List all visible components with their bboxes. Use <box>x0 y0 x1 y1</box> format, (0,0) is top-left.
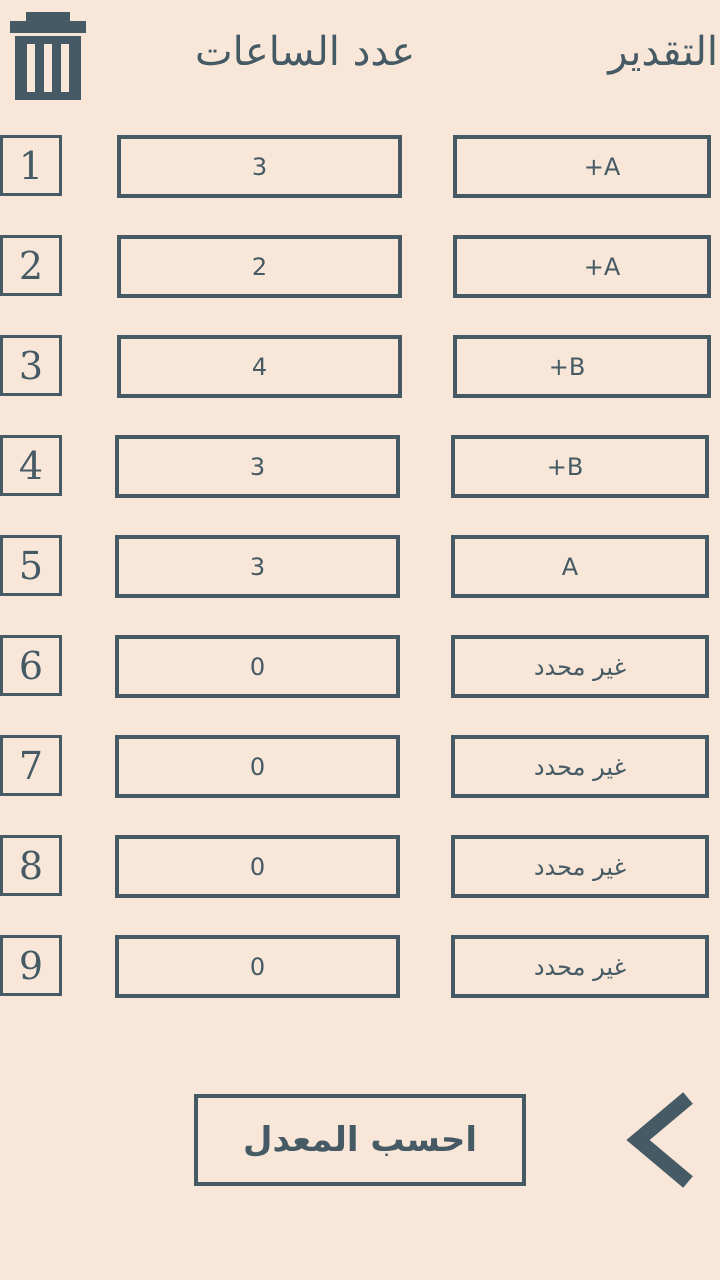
hours-value: 3 <box>249 552 266 581</box>
hours-selector[interactable] <box>117 135 402 198</box>
hours-value: 3 <box>251 152 268 181</box>
hours-selector[interactable] <box>115 935 400 998</box>
grade-selector[interactable] <box>451 435 709 498</box>
chevron-left-icon[interactable] <box>626 1090 698 1190</box>
grade-selector[interactable] <box>451 635 709 698</box>
hours-value: 2 <box>251 252 268 281</box>
hours-value: 0 <box>249 852 266 881</box>
grade-value: B+ <box>548 352 586 381</box>
row-number: 8 <box>0 835 62 896</box>
hours-value: 0 <box>249 652 266 681</box>
grade-selector[interactable] <box>451 535 709 598</box>
grade-value: A+ <box>583 152 621 181</box>
hours-selector[interactable] <box>115 635 400 698</box>
hours-value: 0 <box>249 952 266 981</box>
grade-value: A+ <box>583 252 621 281</box>
grade-value: غير محدد <box>533 952 627 981</box>
grade-selector[interactable] <box>451 835 709 898</box>
grade-selector[interactable] <box>453 335 711 398</box>
grade-selector[interactable] <box>453 135 711 198</box>
hours-selector[interactable] <box>115 435 400 498</box>
grade-value: غير محدد <box>533 752 627 781</box>
grade-value: A <box>561 552 579 581</box>
row-number: 4 <box>0 435 62 496</box>
calculate-gpa-button[interactable]: احسب المعدل <box>194 1094 526 1186</box>
row-number: 2 <box>0 235 62 296</box>
row-number: 9 <box>0 935 62 996</box>
hours-value: 0 <box>249 752 266 781</box>
grade-selector[interactable] <box>451 735 709 798</box>
grade-column-header: التقدير <box>608 29 718 75</box>
trash-icon[interactable] <box>10 12 86 102</box>
grade-selector[interactable] <box>453 235 711 298</box>
row-number: 1 <box>0 135 62 196</box>
row-number: 3 <box>0 335 62 396</box>
hours-selector[interactable] <box>115 735 400 798</box>
hours-selector[interactable] <box>115 835 400 898</box>
grade-value: B+ <box>546 452 584 481</box>
hours-selector[interactable] <box>117 235 402 298</box>
hours-value: 3 <box>249 452 266 481</box>
row-number: 7 <box>0 735 62 796</box>
hours-selector[interactable] <box>115 535 400 598</box>
hours-selector[interactable] <box>117 335 402 398</box>
row-number: 5 <box>0 535 62 596</box>
hours-column-header: عدد الساعات <box>195 29 416 75</box>
grade-value: غير محدد <box>533 652 627 681</box>
hours-value: 4 <box>251 352 268 381</box>
row-number: 6 <box>0 635 62 696</box>
grade-selector[interactable] <box>451 935 709 998</box>
grade-value: غير محدد <box>533 852 627 881</box>
